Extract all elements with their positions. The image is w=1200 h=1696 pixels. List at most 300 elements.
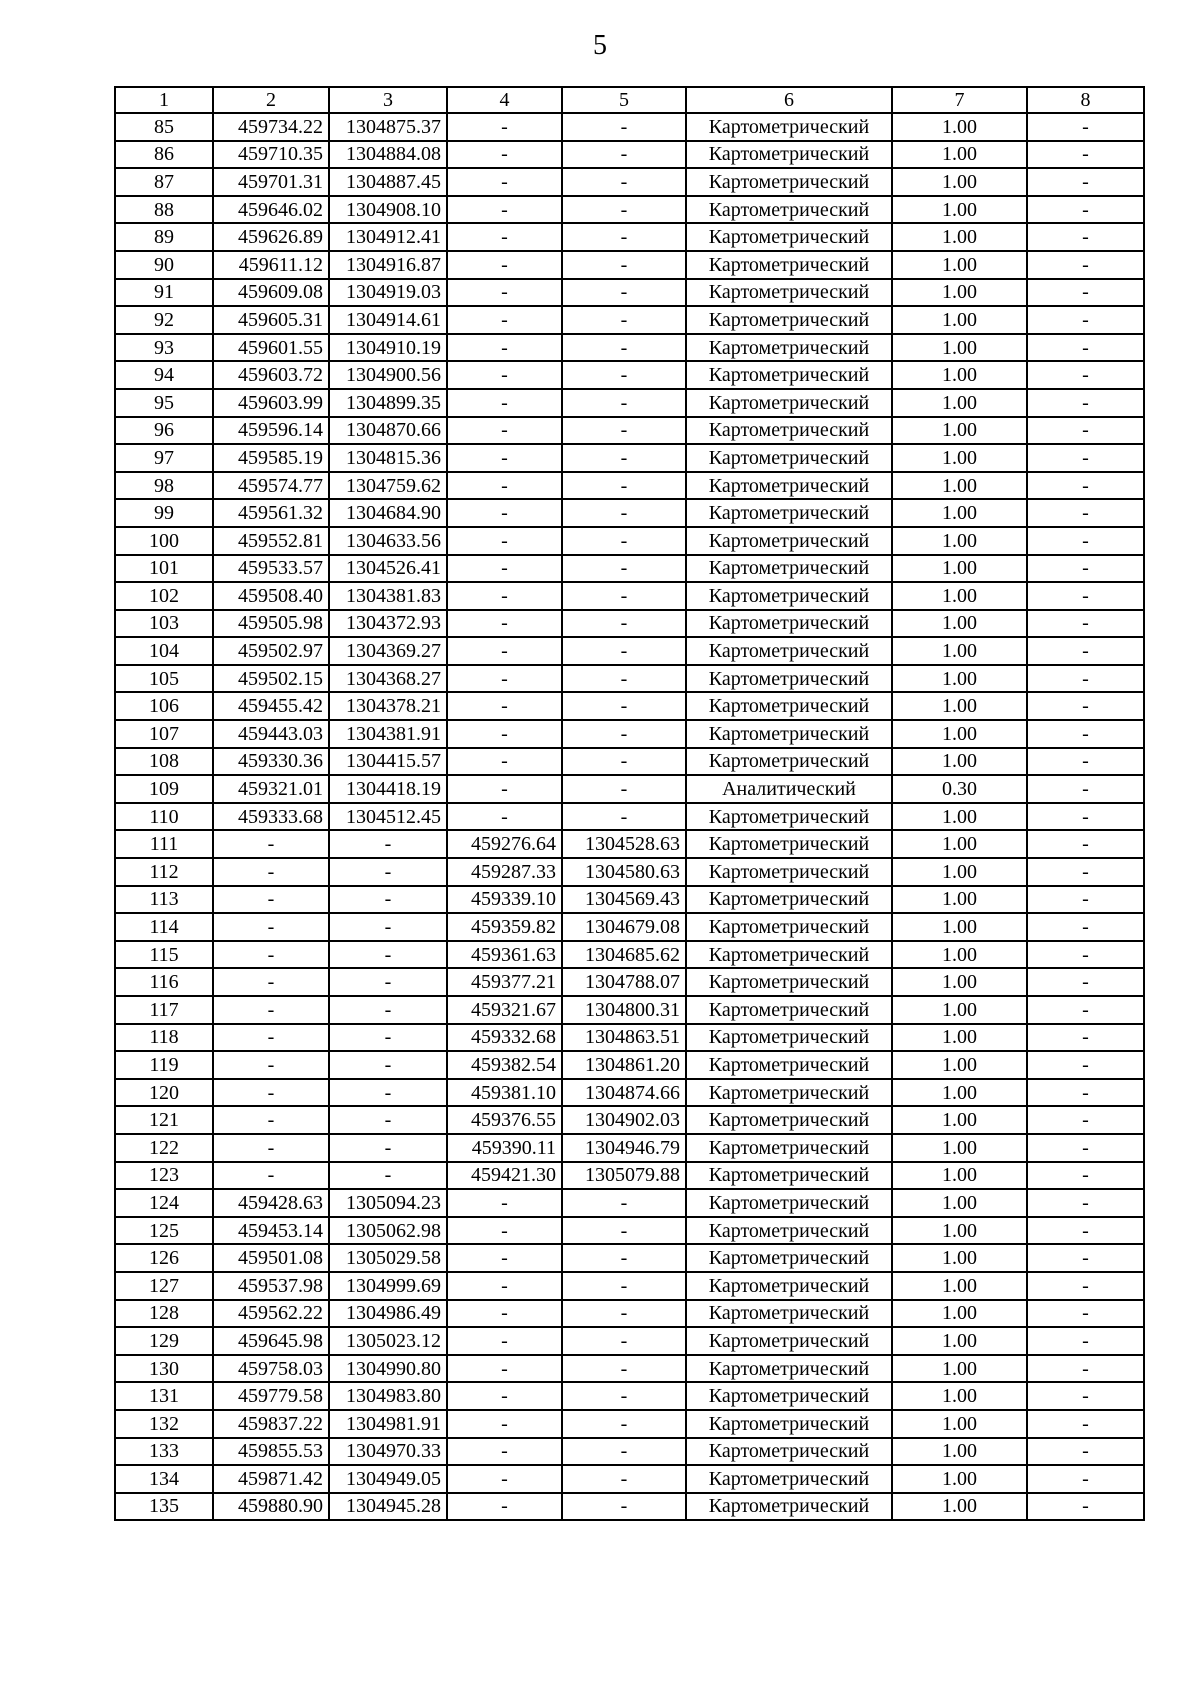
cell-y-coordinate-new: - [562, 803, 686, 831]
cell-method: Картометрический [686, 527, 892, 555]
cell-y-coordinate: 1304381.83 [329, 582, 447, 610]
cell-note: - [1027, 1162, 1144, 1190]
cell-point-number: 86 [115, 141, 213, 169]
table-row [115, 582, 1144, 610]
table-row [115, 748, 1144, 776]
cell-x-coordinate-new: - [447, 223, 562, 251]
cell-y-coordinate-new: - [562, 1272, 686, 1300]
cell-point-number: 96 [115, 417, 213, 445]
cell-note: - [1027, 196, 1144, 224]
table-body [115, 113, 1144, 1520]
cell-method: Картометрический [686, 251, 892, 279]
cell-note: - [1027, 1410, 1144, 1438]
table-row [115, 444, 1144, 472]
cell-y-coordinate-new: - [562, 279, 686, 307]
cell-point-number: 115 [115, 941, 213, 969]
cell-y-coordinate: 1304381.91 [329, 720, 447, 748]
cell-y-coordinate-new: - [562, 499, 686, 527]
cell-point-number: 116 [115, 968, 213, 996]
cell-y-coordinate-new: - [562, 637, 686, 665]
cell-y-coordinate-new: - [562, 1355, 686, 1383]
column-header-1: 1 [115, 87, 213, 113]
cell-note: - [1027, 444, 1144, 472]
cell-x-coordinate-new: - [447, 334, 562, 362]
cell-x-coordinate: - [213, 1079, 329, 1107]
cell-point-number: 91 [115, 279, 213, 307]
cell-x-coordinate-new: 459359.82 [447, 913, 562, 941]
cell-y-coordinate-new: - [562, 417, 686, 445]
table-row [115, 1217, 1144, 1245]
cell-y-coordinate: - [329, 1051, 447, 1079]
cell-x-coordinate-new: - [447, 748, 562, 776]
cell-y-coordinate-new: - [562, 1493, 686, 1521]
cell-y-coordinate: 1305029.58 [329, 1244, 447, 1272]
cell-x-coordinate-new: - [447, 389, 562, 417]
cell-x-coordinate-new: 459332.68 [447, 1024, 562, 1052]
cell-x-coordinate: 459855.53 [213, 1438, 329, 1466]
cell-x-coordinate: - [213, 913, 329, 941]
column-header-2: 2 [213, 87, 329, 113]
cell-x-coordinate: 459603.72 [213, 361, 329, 389]
cell-accuracy: 1.00 [892, 1079, 1027, 1107]
cell-x-coordinate-new: - [447, 720, 562, 748]
cell-method: Картометрический [686, 1079, 892, 1107]
cell-y-coordinate: - [329, 996, 447, 1024]
table-row [115, 1079, 1144, 1107]
cell-y-coordinate-new: - [562, 141, 686, 169]
cell-x-coordinate-new: 459382.54 [447, 1051, 562, 1079]
cell-y-coordinate: 1304368.27 [329, 665, 447, 693]
table-row [115, 1244, 1144, 1272]
cell-method: Картометрический [686, 1244, 892, 1272]
table-row [115, 1410, 1144, 1438]
cell-point-number: 113 [115, 886, 213, 914]
cell-y-coordinate-new: 1304569.43 [562, 886, 686, 914]
cell-y-coordinate-new: 1304902.03 [562, 1106, 686, 1134]
cell-accuracy: 1.00 [892, 1327, 1027, 1355]
table-row [115, 196, 1144, 224]
cell-accuracy: 1.00 [892, 665, 1027, 693]
cell-x-coordinate: 459596.14 [213, 417, 329, 445]
cell-x-coordinate: 459552.81 [213, 527, 329, 555]
table-row [115, 858, 1144, 886]
table-row [115, 361, 1144, 389]
cell-point-number: 97 [115, 444, 213, 472]
table-row [115, 968, 1144, 996]
cell-y-coordinate-new: - [562, 472, 686, 500]
cell-x-coordinate-new: - [447, 1272, 562, 1300]
table-row [115, 1493, 1144, 1521]
cell-x-coordinate-new: - [447, 1465, 562, 1493]
cell-note: - [1027, 417, 1144, 445]
cell-x-coordinate: 459611.12 [213, 251, 329, 279]
table-row [115, 692, 1144, 720]
cell-note: - [1027, 996, 1144, 1024]
cell-accuracy: 1.00 [892, 417, 1027, 445]
cell-accuracy: 1.00 [892, 555, 1027, 583]
cell-accuracy: 1.00 [892, 251, 1027, 279]
cell-accuracy: 1.00 [892, 223, 1027, 251]
table-row [115, 886, 1144, 914]
cell-y-coordinate-new: - [562, 610, 686, 638]
cell-note: - [1027, 1355, 1144, 1383]
cell-x-coordinate: 459537.98 [213, 1272, 329, 1300]
cell-method: Картометрический [686, 830, 892, 858]
cell-point-number: 127 [115, 1272, 213, 1300]
cell-note: - [1027, 665, 1144, 693]
cell-y-coordinate-new: 1304788.07 [562, 968, 686, 996]
cell-accuracy: 1.00 [892, 582, 1027, 610]
table-row [115, 830, 1144, 858]
cell-y-coordinate: - [329, 1079, 447, 1107]
cell-y-coordinate: 1304815.36 [329, 444, 447, 472]
cell-method: Картометрический [686, 555, 892, 583]
cell-x-coordinate: - [213, 858, 329, 886]
cell-method: Картометрический [686, 196, 892, 224]
cell-point-number: 110 [115, 803, 213, 831]
cell-accuracy: 1.00 [892, 913, 1027, 941]
cell-y-coordinate-new: - [562, 692, 686, 720]
cell-note: - [1027, 1272, 1144, 1300]
cell-x-coordinate: 459601.55 [213, 334, 329, 362]
cell-y-coordinate-new: - [562, 361, 686, 389]
table-row [115, 913, 1144, 941]
cell-x-coordinate-new: 459421.30 [447, 1162, 562, 1190]
cell-point-number: 102 [115, 582, 213, 610]
cell-note: - [1027, 1382, 1144, 1410]
table-row [115, 168, 1144, 196]
cell-method: Картометрический [686, 720, 892, 748]
cell-x-coordinate: 459837.22 [213, 1410, 329, 1438]
cell-x-coordinate: 459585.19 [213, 444, 329, 472]
table-row [115, 1106, 1144, 1134]
table-row [115, 1465, 1144, 1493]
cell-x-coordinate: 459561.32 [213, 499, 329, 527]
cell-method: Картометрический [686, 1300, 892, 1328]
cell-x-coordinate: 459505.98 [213, 610, 329, 638]
table-row [115, 996, 1144, 1024]
cell-x-coordinate-new: - [447, 168, 562, 196]
cell-method: Картометрический [686, 1024, 892, 1052]
cell-method: Картометрический [686, 472, 892, 500]
cell-x-coordinate-new: 459381.10 [447, 1079, 562, 1107]
coordinates-table [114, 86, 1145, 1521]
cell-x-coordinate-new: - [447, 306, 562, 334]
cell-x-coordinate-new: - [447, 472, 562, 500]
cell-method: Картометрический [686, 306, 892, 334]
cell-x-coordinate-new: - [447, 527, 562, 555]
cell-point-number: 128 [115, 1300, 213, 1328]
cell-x-coordinate-new: - [447, 803, 562, 831]
cell-y-coordinate-new: - [562, 527, 686, 555]
cell-y-coordinate: 1304759.62 [329, 472, 447, 500]
cell-accuracy: 1.00 [892, 334, 1027, 362]
cell-note: - [1027, 251, 1144, 279]
cell-x-coordinate-new: - [447, 1438, 562, 1466]
cell-method: Картометрический [686, 858, 892, 886]
cell-method: Картометрический [686, 113, 892, 141]
cell-note: - [1027, 1327, 1144, 1355]
cell-point-number: 133 [115, 1438, 213, 1466]
cell-note: - [1027, 279, 1144, 307]
cell-y-coordinate-new: - [562, 665, 686, 693]
cell-y-coordinate-new: - [562, 196, 686, 224]
cell-y-coordinate-new: - [562, 555, 686, 583]
cell-point-number: 88 [115, 196, 213, 224]
cell-note: - [1027, 1189, 1144, 1217]
cell-x-coordinate-new: 459390.11 [447, 1134, 562, 1162]
cell-accuracy: 1.00 [892, 637, 1027, 665]
cell-y-coordinate: 1304949.05 [329, 1465, 447, 1493]
cell-note: - [1027, 1465, 1144, 1493]
cell-y-coordinate-new: 1304800.31 [562, 996, 686, 1024]
cell-x-coordinate-new: - [447, 637, 562, 665]
cell-point-number: 135 [115, 1493, 213, 1521]
table-row [115, 499, 1144, 527]
cell-x-coordinate: 459333.68 [213, 803, 329, 831]
cell-y-coordinate-new: - [562, 1465, 686, 1493]
cell-point-number: 108 [115, 748, 213, 776]
table-row [115, 1327, 1144, 1355]
cell-y-coordinate: 1304945.28 [329, 1493, 447, 1521]
cell-y-coordinate-new: - [562, 1217, 686, 1245]
cell-x-coordinate: 459428.63 [213, 1189, 329, 1217]
cell-y-coordinate: 1304884.08 [329, 141, 447, 169]
cell-y-coordinate: - [329, 1024, 447, 1052]
cell-point-number: 125 [115, 1217, 213, 1245]
cell-x-coordinate: - [213, 1051, 329, 1079]
cell-x-coordinate: 459455.42 [213, 692, 329, 720]
cell-x-coordinate: 459645.98 [213, 1327, 329, 1355]
column-header-8: 8 [1027, 87, 1144, 113]
cell-y-coordinate-new: 1305079.88 [562, 1162, 686, 1190]
cell-y-coordinate-new: 1304679.08 [562, 913, 686, 941]
cell-accuracy: 1.00 [892, 196, 1027, 224]
cell-y-coordinate: 1304372.93 [329, 610, 447, 638]
table-row [115, 223, 1144, 251]
cell-accuracy: 1.00 [892, 886, 1027, 914]
cell-method: Картометрический [686, 1465, 892, 1493]
cell-x-coordinate-new: 459361.63 [447, 941, 562, 969]
cell-y-coordinate-new: - [562, 113, 686, 141]
cell-y-coordinate-new: 1304528.63 [562, 830, 686, 858]
cell-y-coordinate: 1304378.21 [329, 692, 447, 720]
cell-x-coordinate-new: - [447, 582, 562, 610]
cell-x-coordinate: 459871.42 [213, 1465, 329, 1493]
cell-x-coordinate: 459443.03 [213, 720, 329, 748]
cell-method: Картометрический [686, 1327, 892, 1355]
cell-x-coordinate-new: 459321.67 [447, 996, 562, 1024]
page-number: 5 [593, 30, 607, 61]
cell-x-coordinate: 459626.89 [213, 223, 329, 251]
cell-y-coordinate-new: - [562, 334, 686, 362]
cell-y-coordinate-new: - [562, 389, 686, 417]
cell-method: Картометрический [686, 334, 892, 362]
cell-accuracy: 1.00 [892, 610, 1027, 638]
cell-x-coordinate: 459502.15 [213, 665, 329, 693]
cell-note: - [1027, 582, 1144, 610]
cell-x-coordinate-new: - [447, 692, 562, 720]
cell-accuracy: 1.00 [892, 141, 1027, 169]
cell-point-number: 130 [115, 1355, 213, 1383]
cell-x-coordinate-new: - [447, 1327, 562, 1355]
cell-point-number: 103 [115, 610, 213, 638]
cell-note: - [1027, 775, 1144, 803]
cell-y-coordinate-new: 1304580.63 [562, 858, 686, 886]
cell-point-number: 99 [115, 499, 213, 527]
cell-point-number: 129 [115, 1327, 213, 1355]
cell-method: Картометрический [686, 941, 892, 969]
cell-method: Картометрический [686, 968, 892, 996]
cell-x-coordinate-new: - [447, 665, 562, 693]
cell-point-number: 101 [115, 555, 213, 583]
cell-y-coordinate: - [329, 968, 447, 996]
cell-y-coordinate: 1304916.87 [329, 251, 447, 279]
cell-method: Картометрический [686, 141, 892, 169]
cell-note: - [1027, 334, 1144, 362]
cell-y-coordinate-new: - [562, 775, 686, 803]
cell-accuracy: 1.00 [892, 1410, 1027, 1438]
cell-y-coordinate: 1305062.98 [329, 1217, 447, 1245]
cell-accuracy: 1.00 [892, 389, 1027, 417]
cell-method: Картометрический [686, 996, 892, 1024]
cell-y-coordinate-new: - [562, 1438, 686, 1466]
table-row [115, 1162, 1144, 1190]
cell-x-coordinate-new: - [447, 251, 562, 279]
cell-method: Картометрический [686, 1106, 892, 1134]
cell-x-coordinate-new: - [447, 610, 562, 638]
cell-y-coordinate: 1304415.57 [329, 748, 447, 776]
cell-note: - [1027, 941, 1144, 969]
cell-method: Картометрический [686, 748, 892, 776]
cell-note: - [1027, 527, 1144, 555]
cell-method: Картометрический [686, 913, 892, 941]
cell-y-coordinate-new: - [562, 1244, 686, 1272]
cell-x-coordinate-new: - [447, 1355, 562, 1383]
cell-y-coordinate: 1304983.80 [329, 1382, 447, 1410]
cell-x-coordinate: - [213, 941, 329, 969]
cell-y-coordinate-new: - [562, 720, 686, 748]
cell-point-number: 100 [115, 527, 213, 555]
cell-x-coordinate-new: - [447, 444, 562, 472]
cell-x-coordinate-new: - [447, 279, 562, 307]
cell-y-coordinate-new: - [562, 1382, 686, 1410]
cell-point-number: 111 [115, 830, 213, 858]
table-row [115, 306, 1144, 334]
cell-accuracy: 1.00 [892, 113, 1027, 141]
cell-accuracy: 1.00 [892, 1217, 1027, 1245]
cell-y-coordinate: 1304526.41 [329, 555, 447, 583]
cell-x-coordinate: - [213, 968, 329, 996]
cell-x-coordinate: 459779.58 [213, 1382, 329, 1410]
cell-method: Картометрический [686, 886, 892, 914]
cell-method: Картометрический [686, 444, 892, 472]
cell-x-coordinate: 459574.77 [213, 472, 329, 500]
cell-method: Картометрический [686, 361, 892, 389]
cell-x-coordinate-new: - [447, 1493, 562, 1521]
cell-point-number: 122 [115, 1134, 213, 1162]
cell-point-number: 98 [115, 472, 213, 500]
cell-x-coordinate-new: 459377.21 [447, 968, 562, 996]
cell-x-coordinate-new: 459376.55 [447, 1106, 562, 1134]
cell-x-coordinate: 459701.31 [213, 168, 329, 196]
cell-point-number: 109 [115, 775, 213, 803]
cell-note: - [1027, 610, 1144, 638]
cell-x-coordinate-new: - [447, 113, 562, 141]
column-header-3: 3 [329, 87, 447, 113]
cell-y-coordinate: 1304512.45 [329, 803, 447, 831]
cell-accuracy: 1.00 [892, 858, 1027, 886]
cell-x-coordinate: 459646.02 [213, 196, 329, 224]
cell-y-coordinate: 1304919.03 [329, 279, 447, 307]
cell-accuracy: 1.00 [892, 692, 1027, 720]
cell-method: Картометрический [686, 417, 892, 445]
cell-accuracy: 1.00 [892, 803, 1027, 831]
cell-y-coordinate: 1304986.49 [329, 1300, 447, 1328]
cell-point-number: 134 [115, 1465, 213, 1493]
cell-x-coordinate-new: - [447, 499, 562, 527]
cell-x-coordinate: - [213, 996, 329, 1024]
cell-y-coordinate: - [329, 941, 447, 969]
cell-x-coordinate: - [213, 1024, 329, 1052]
cell-method: Картометрический [686, 665, 892, 693]
cell-y-coordinate: 1304887.45 [329, 168, 447, 196]
cell-note: - [1027, 306, 1144, 334]
cell-note: - [1027, 886, 1144, 914]
cell-note: - [1027, 1493, 1144, 1521]
cell-method: Картометрический [686, 692, 892, 720]
table-row [115, 665, 1144, 693]
table-header-row [115, 87, 1144, 113]
cell-y-coordinate: 1304418.19 [329, 775, 447, 803]
column-header-4: 4 [447, 87, 562, 113]
cell-y-coordinate: - [329, 886, 447, 914]
cell-note: - [1027, 1438, 1144, 1466]
cell-y-coordinate-new: - [562, 444, 686, 472]
cell-accuracy: 1.00 [892, 1355, 1027, 1383]
cell-point-number: 95 [115, 389, 213, 417]
table-row [115, 417, 1144, 445]
cell-accuracy: 1.00 [892, 968, 1027, 996]
cell-accuracy: 1.00 [892, 1024, 1027, 1052]
table-row [115, 1272, 1144, 1300]
cell-method: Картометрический [686, 1162, 892, 1190]
cell-point-number: 107 [115, 720, 213, 748]
cell-x-coordinate-new: - [447, 417, 562, 445]
cell-x-coordinate: 459321.01 [213, 775, 329, 803]
cell-y-coordinate: 1304912.41 [329, 223, 447, 251]
cell-accuracy: 0.30 [892, 775, 1027, 803]
cell-accuracy: 1.00 [892, 168, 1027, 196]
cell-x-coordinate-new: - [447, 555, 562, 583]
cell-point-number: 104 [115, 637, 213, 665]
cell-accuracy: 1.00 [892, 1106, 1027, 1134]
cell-point-number: 112 [115, 858, 213, 886]
cell-x-coordinate: 459502.97 [213, 637, 329, 665]
cell-x-coordinate: - [213, 886, 329, 914]
cell-y-coordinate-new: - [562, 306, 686, 334]
cell-x-coordinate-new: - [447, 775, 562, 803]
cell-y-coordinate-new: - [562, 1327, 686, 1355]
cell-note: - [1027, 830, 1144, 858]
table-row [115, 1051, 1144, 1079]
cell-note: - [1027, 913, 1144, 941]
table-row [115, 1189, 1144, 1217]
cell-accuracy: 1.00 [892, 1438, 1027, 1466]
column-header-5: 5 [562, 87, 686, 113]
cell-x-coordinate-new: - [447, 141, 562, 169]
cell-y-coordinate-new: - [562, 1410, 686, 1438]
